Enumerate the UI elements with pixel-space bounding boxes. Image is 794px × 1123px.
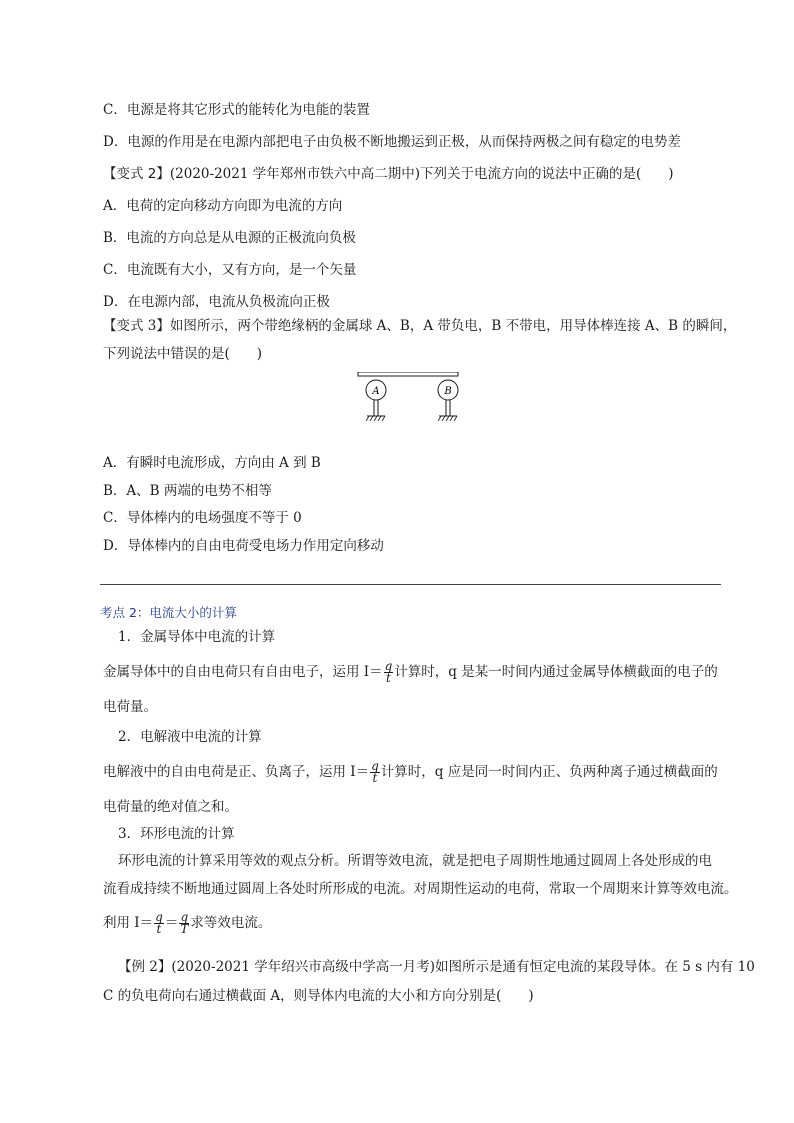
variant3-option-a: A．有瞬时电流形成，方向由 A 到 B [103,455,321,471]
variant2-question [103,164,674,184]
section2-para3-line1: 环形电流的计算采用等效的观点分析。所谓等效电流，就是把电子周期性地通过圆周上各处形成的电 [118,853,712,869]
variant3-option-b: B．A、B 两端的电势不相等 [103,483,272,499]
variant2-option-a: A．电荷的定向移动方向即为电流的方向 [103,198,343,214]
section2-para3-line2: 流看成持续不断地通过圆周上各处时所形成的电流。对周期性运动的电荷，常取一个周期来计算等效电流。 [103,881,738,897]
variant3-option-d: D．导体棒内的自由电荷受电场力作用定向移动 [103,538,384,554]
two-spheres-figure [356,372,460,422]
variant3-question-line1: 【变式 3】如图所示，两个带绝缘柄的金属球 A、B，A 带负电，B 不带电，用导体棒连接 A、B 的瞬间， [103,318,737,334]
section2-para2-line1: 电解液中的自由电荷是正、负离子，运用 I＝ $\frac{q}{t}$ 计算时，q 应是同一时间内正、负两种离子通过横截面的 [103,759,718,785]
variant3-question-line2: 下列说法中错误的是( ) [103,346,263,362]
variant2-option-d: D．在电源内部，电流从负极流向正极 [103,294,330,310]
stand-base-b [438,416,457,421]
section2-para2-line2: 电荷量的绝对值之和。 [103,799,238,815]
section-divider [100,584,721,585]
fraction-q-over-t: $\frac{q}{t}$ [155,910,163,936]
section2-title: 考点 2：电流大小的计算 [100,605,237,620]
sphere-a-label: A [372,386,380,397]
q1-option-d: D．电源的作用是在电源内部把电子由负极不断地搬运到正极，从而保持两极之间有稳定的电势差 [103,134,681,150]
section2-para1-line2: 电荷量。 [103,699,157,715]
variant2-text: (2020-2021 学年郑州市铁六中高二期中)下列关于电流方向的说法中正确的是( ) [169,166,674,182]
fraction-q-over-t: $\frac{q}{t}$ [371,759,379,785]
variant2-prefix: 【变式 2】 [103,166,170,182]
variant2-option-c: C．电流既有大小，又有方向，是一个矢量 [103,262,357,278]
variant3-option-c: C．导体棒内的电场强度不等于 0 [103,510,302,526]
section2-heading-2: 2．电解液中电流的计算 [118,729,262,745]
section2-para1-line1: 金属导体中的自由电荷只有自由电子，运用 I＝ $\frac{q}{t}$ 计算时，q 是某一时间内通过金属导体横截面的电子的 [103,659,718,685]
sphere-b-label: B [444,386,452,397]
fraction-q-over-t: $\frac{q}{t}$ [384,659,393,685]
section2-heading-1: 1．金属导体中电流的计算 [118,629,276,645]
example2-line2: C 的负电荷向右通过横截面 A，则导体内电流的大小和方向分别是( ) [103,988,534,1004]
section2-para3-line3: 利用 I＝ $\frac{q}{t}$ ＝ $\frac{q}{T}$ 求等效电流。 [103,910,272,936]
stand-base-a [366,416,385,421]
conductor-rod [358,372,458,376]
section2-heading-3: 3．环形电流的计算 [118,826,235,842]
fraction-q-over-T: $\frac{q}{T}$ [180,910,189,936]
variant2-option-b: B．电流的方向总是从电源的正极流向负极 [103,230,356,246]
example2-line1: 【例 2】(2020-2021 学年绍兴市高级中学高一月考)如图所示是通有恒定电流的某段导体。在 5 s 内有 10 [118,959,755,975]
q1-option-c: C．电源是将其它形式的能转化为电能的装置 [103,102,370,118]
